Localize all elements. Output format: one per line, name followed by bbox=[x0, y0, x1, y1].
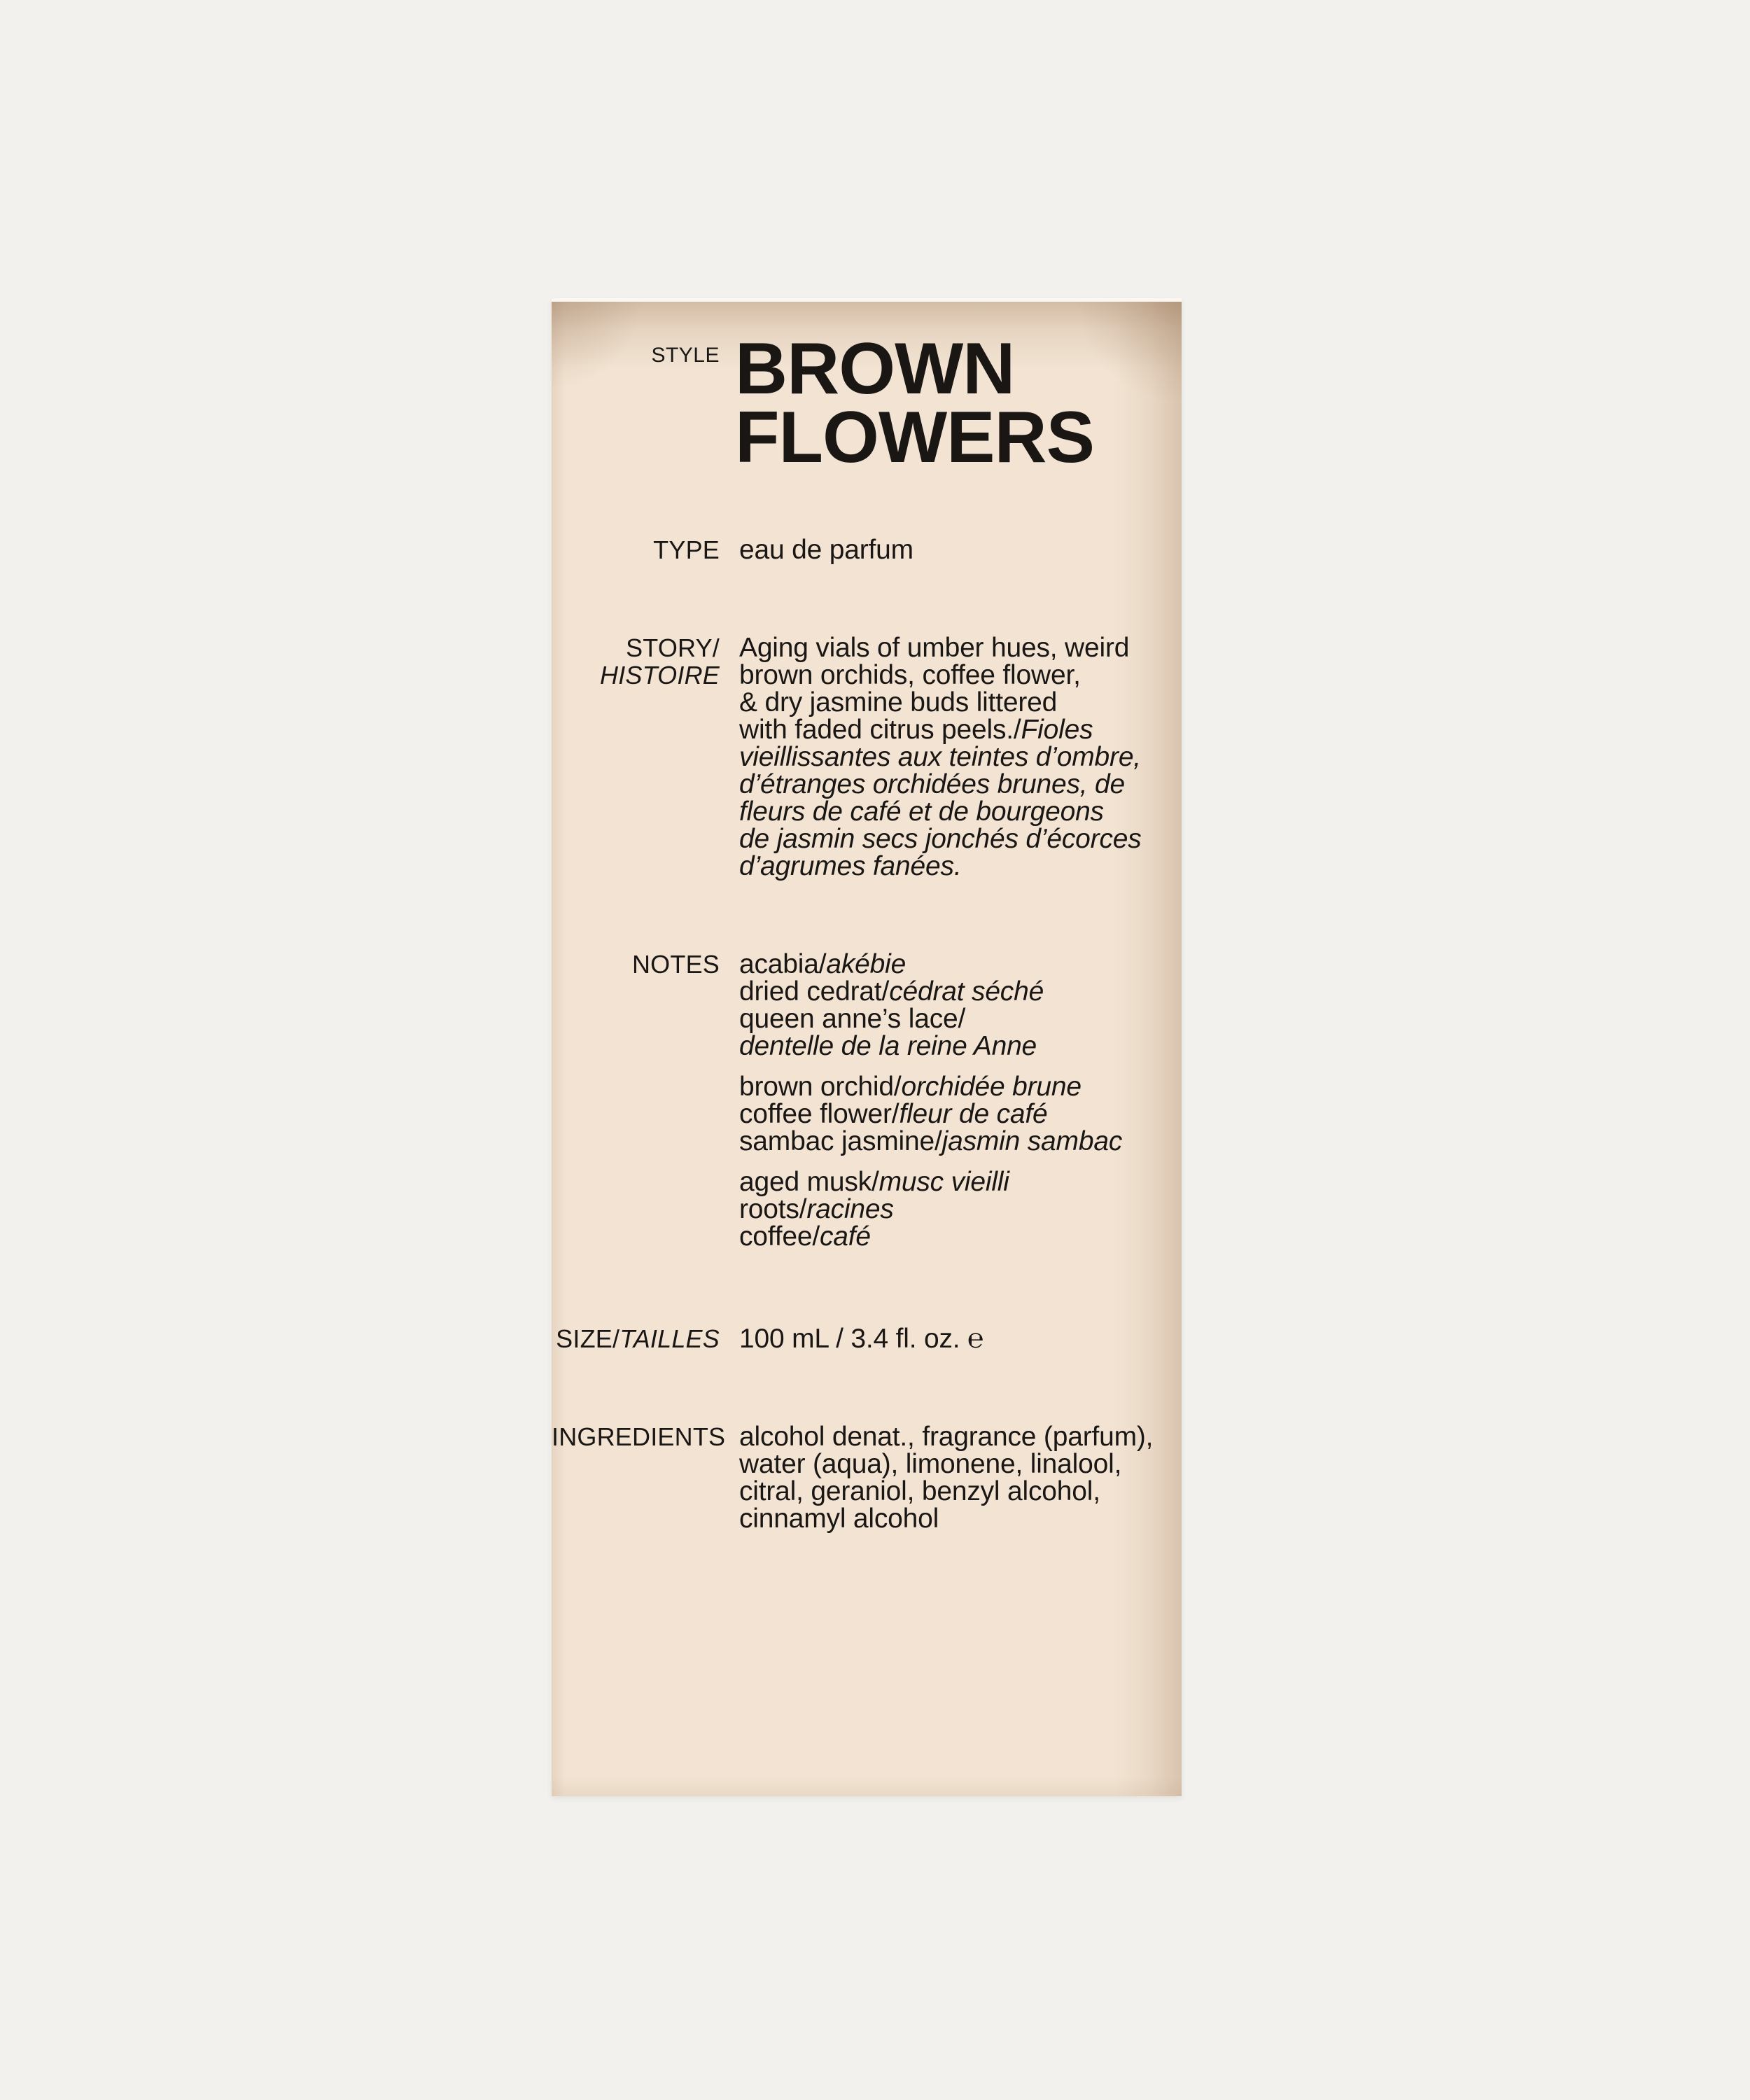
story-label-en: STORY/ bbox=[626, 634, 720, 662]
notes-list bbox=[739, 951, 1182, 1250]
product-title-lines: BROWN FLOWERS bbox=[735, 328, 1094, 478]
story-label bbox=[552, 634, 720, 689]
perfume-box-back-panel bbox=[552, 298, 1182, 1796]
ingredients-label: INGREDIENTS bbox=[552, 1422, 726, 1451]
size-row bbox=[552, 1325, 1182, 1352]
type-value: eau de parfum bbox=[739, 535, 913, 565]
notes-row bbox=[552, 951, 1182, 1250]
note-group: acabia/akébie dried cedrat/cédrat séché queen anne’s lace/ dentelle de la reine Anne bbox=[739, 949, 1044, 1061]
box-lid-highlight bbox=[552, 298, 1182, 302]
size-label bbox=[552, 1325, 720, 1352]
story-text: Aging vials of umber hues, weird brown orchids, coffee flower, & dry jasmine buds littered with faded citrus peels./Fioles vieillissantes aux teintes d’ombre, d’étranges orchidées brunes, de fleurs de café et de bourgeons de jasmin secs jonchés d’écorces d’agrumes fanées. bbox=[739, 633, 1142, 881]
size-label-en: SIZE/ bbox=[556, 1324, 620, 1353]
notes-label: NOTES bbox=[631, 950, 720, 979]
size-label-fr: TAILLES bbox=[620, 1324, 720, 1353]
ingredients-row bbox=[552, 1423, 1182, 1532]
story-label-fr: HISTOIRE bbox=[600, 661, 720, 690]
size-value: 100 mL / 3.4 fl. oz. ℮ bbox=[739, 1324, 984, 1354]
product-title bbox=[735, 328, 1094, 478]
note-group: brown orchid/orchidée brune coffee flower/fleur de café sambac jasmine/jasmin sambac bbox=[739, 1072, 1123, 1156]
type-label: TYPE bbox=[653, 536, 720, 564]
style-label: STYLE bbox=[651, 344, 720, 367]
note-group: aged musk/musc vieilli roots/racines coffee/café bbox=[739, 1167, 1009, 1252]
ingredients-text: alcohol denat., fragrance (parfum), water (aqua), limonene, linalool, citral, geraniol, benzyl alcohol, cinnamyl alcohol bbox=[739, 1422, 1154, 1534]
story-row bbox=[552, 634, 1182, 880]
type-row bbox=[552, 536, 1182, 564]
